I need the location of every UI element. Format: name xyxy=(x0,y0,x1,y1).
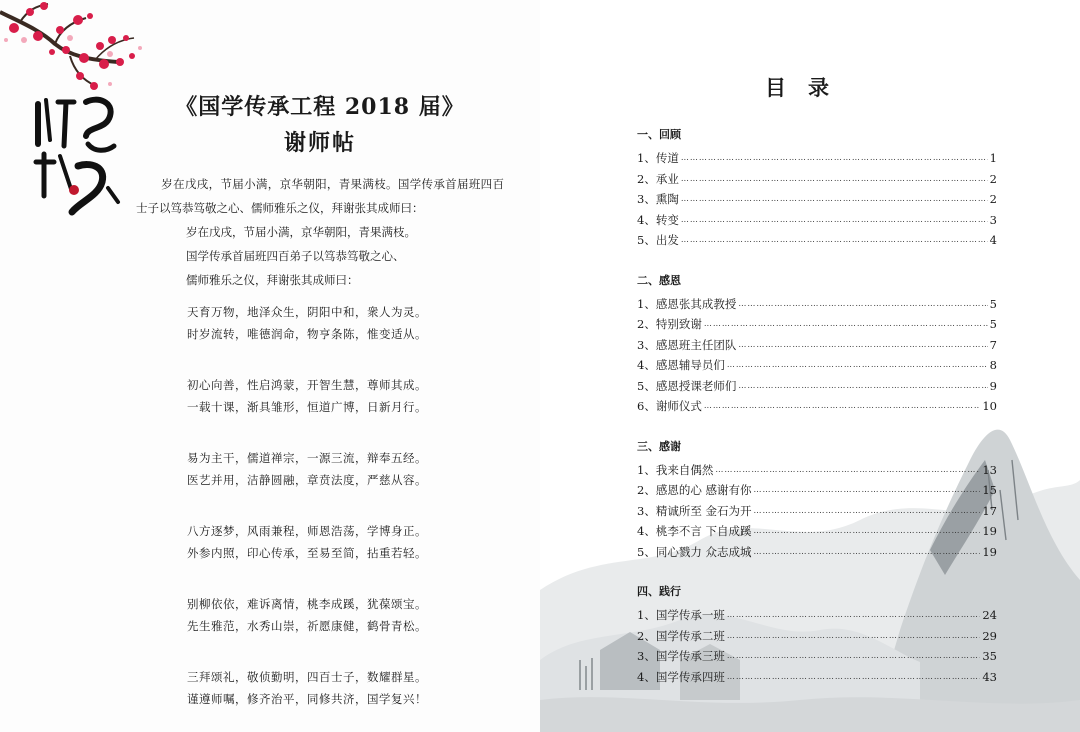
intro-line: 岁在戊戌，节届小满，京华朝阳，青果满枝。 xyxy=(186,225,416,239)
toc-entry-label: 5、感恩授课老师们 xyxy=(637,378,737,393)
toc-page-number: 10 xyxy=(982,399,997,413)
toc-entry[interactable] xyxy=(637,646,997,667)
poem-line: 三拜颂礼，敬侦勤明，四百士子，数耀群星。 xyxy=(187,670,427,684)
toc-entry[interactable] xyxy=(637,148,997,169)
toc-page-number: 19 xyxy=(982,544,997,559)
toc-entry[interactable] xyxy=(637,189,997,210)
toc-leader-dots xyxy=(681,148,988,169)
toc-entry[interactable] xyxy=(637,521,997,542)
poem-stanza xyxy=(187,302,487,345)
toc-entry-label: 2、国学传承二班 xyxy=(637,628,725,643)
toc-leader-dots xyxy=(738,294,987,315)
toc-page-number: 4 xyxy=(989,233,997,247)
toc-section-heading: 二、感恩 xyxy=(637,273,681,287)
toc-leader-dots xyxy=(681,189,988,210)
toc-page-number: 19 xyxy=(982,524,997,538)
poem-line: 外参内照，印心传承，至易至简，拈重若轻。 xyxy=(187,545,427,560)
toc-entry[interactable] xyxy=(637,376,997,397)
booklet-subtitle: 谢师帖 xyxy=(283,130,356,156)
toc-leader-dots xyxy=(753,480,980,501)
toc-page-number: 13 xyxy=(982,462,997,477)
toc-leader-dots xyxy=(727,355,988,376)
toc-entry-label: 5、同心戮力 众志成城 xyxy=(637,544,752,559)
toc-leader-dots xyxy=(681,230,988,251)
toc-page-number: 1 xyxy=(989,151,997,165)
poem-line: 天育万物，地泽众生，阴阳中和，衆人为灵。 xyxy=(187,305,427,319)
toc-entry[interactable] xyxy=(637,210,997,231)
poem-line: 时岁流转，唯德润命，物亨条陈，惟变适从。 xyxy=(187,326,427,341)
intro-paragraph: 岁在戊戌，节届小满，京华朝阳，青果满枝。国学传承首届班四百士子以笃恭笃敬之心、儒师雅乐之仪，拜谢张其成师曰： xyxy=(136,177,504,215)
right-page xyxy=(540,0,1080,732)
toc-entry[interactable] xyxy=(637,626,997,647)
poem-line: 医艺并用，洁静圆融，章贲法度，严慈从容。 xyxy=(187,472,427,487)
toc-entry-label: 1、感恩张其成教授 xyxy=(637,296,737,311)
toc-page-number: 8 xyxy=(989,358,997,372)
poem-line: 先生雅范，水秀山崇，祈愿康健，鹤骨青松。 xyxy=(187,618,427,633)
toc-entry-label: 3、感恩班主任团队 xyxy=(637,337,737,352)
toc-entry-label: 4、桃李不言 下自成蹊 xyxy=(637,524,752,538)
toc-page-number: 43 xyxy=(982,669,997,684)
toc-entry-label: 4、转变 xyxy=(637,212,679,227)
toc-leader-dots xyxy=(727,646,981,667)
toc-entry-label: 1、国学传承一班 xyxy=(637,608,725,622)
toc-page-number: 2 xyxy=(989,192,997,206)
toc-entry-label: 5、出发 xyxy=(637,233,679,247)
toc-entry[interactable] xyxy=(637,480,997,501)
toc-leader-dots xyxy=(727,667,981,688)
toc-leader-dots xyxy=(715,460,980,481)
toc-page-number: 7 xyxy=(989,337,997,352)
toc-leader-dots xyxy=(738,376,987,397)
toc-entry-label: 3、精诚所至 金石为开 xyxy=(637,503,752,518)
toc-page-number: 24 xyxy=(982,608,997,622)
poem-line: 八方逐梦，风雨兼程，师恩浩荡，学博身正。 xyxy=(187,524,427,538)
toc-entry[interactable] xyxy=(637,501,997,522)
poem-stanza xyxy=(187,594,487,637)
toc-page-number: 29 xyxy=(982,628,997,643)
toc-leader-dots xyxy=(727,626,981,647)
toc-leader-dots xyxy=(727,605,981,626)
intro-text xyxy=(136,172,504,292)
toc-section-heading: 四、践行 xyxy=(637,585,681,598)
toc-page-number: 15 xyxy=(982,483,997,497)
toc-leader-dots xyxy=(738,335,987,356)
poem xyxy=(187,302,487,732)
toc-entry-label: 1、我来自偶然 xyxy=(637,462,714,477)
toc-leader-dots xyxy=(704,396,981,417)
toc-entry-label: 6、谢师仪式 xyxy=(637,399,702,413)
toc-section-heading: 一、回顾 xyxy=(637,128,681,141)
poem-stanza xyxy=(187,521,487,564)
toc-section xyxy=(637,271,997,417)
toc-entry-label: 2、特别致谢 xyxy=(637,317,702,331)
toc-leader-dots xyxy=(753,542,980,563)
toc-page-number: 17 xyxy=(982,503,997,518)
toc-entry-label: 3、熏陶 xyxy=(637,192,679,206)
intro-line: 国学传承首届班四百弟子以笃恭笃敬之心、 xyxy=(186,249,405,263)
toc-entry[interactable] xyxy=(637,230,997,251)
toc-entry-label: 3、国学传承三班 xyxy=(637,649,725,663)
poem-line: 易为主干，儒道禅宗，一源三流，辩奉五经。 xyxy=(187,451,427,465)
table-of-contents xyxy=(637,125,997,707)
toc-entry-label: 4、国学传承四班 xyxy=(637,669,725,684)
toc-page-number: 5 xyxy=(989,317,997,331)
toc-leader-dots xyxy=(681,169,988,190)
toc-section xyxy=(637,437,997,563)
toc-entry[interactable] xyxy=(637,355,997,376)
poem-stanza xyxy=(187,448,487,491)
toc-entry[interactable] xyxy=(637,667,997,688)
poem-line: 初心向善，性启鸿蒙，开智生慧，尊师其成。 xyxy=(187,378,427,392)
toc-leader-dots xyxy=(753,501,980,522)
toc-page-number: 9 xyxy=(989,378,997,393)
toc-leader-dots xyxy=(704,314,988,335)
toc-entry[interactable] xyxy=(637,169,997,190)
toc-page-number: 3 xyxy=(989,212,997,227)
poem-line: 一载十课，渐具雏形，恒道广博，日新月行。 xyxy=(187,399,427,414)
toc-entry[interactable] xyxy=(637,314,997,335)
toc-leader-dots xyxy=(753,521,980,542)
toc-page-number: 35 xyxy=(982,649,997,663)
toc-entry-label: 1、传道 xyxy=(637,151,679,165)
toc-section xyxy=(637,582,997,687)
toc-entry[interactable] xyxy=(637,294,997,315)
poem-stanza xyxy=(187,375,487,418)
toc-entry[interactable] xyxy=(637,542,997,563)
poem-stanza xyxy=(187,667,487,710)
toc-entry[interactable] xyxy=(637,335,997,356)
booklet-title: 《国学传承工程 2018 届》 xyxy=(175,94,465,120)
toc-entry[interactable] xyxy=(637,460,997,481)
toc-page-number: 5 xyxy=(989,296,997,311)
intro-line: 儒师雅乐之仪，拜谢张其成师曰： xyxy=(186,273,359,287)
toc-entry[interactable] xyxy=(637,396,997,417)
toc-page-number: 2 xyxy=(989,171,997,186)
toc-entry-label: 4、感恩辅导员们 xyxy=(637,358,725,372)
toc-entry-label: 2、承业 xyxy=(637,171,679,186)
toc-entry[interactable] xyxy=(637,605,997,626)
toc-section-heading: 三、感谢 xyxy=(637,439,681,453)
toc-section xyxy=(637,125,997,251)
poem-line: 谨遵师嘱，修齐治平，同修共济，国学复兴！ xyxy=(187,691,427,706)
toc-title: 目录 xyxy=(765,75,851,100)
toc-entry-label: 2、感恩的心 感谢有你 xyxy=(637,483,752,497)
calligraphy-seal-icon xyxy=(28,92,128,222)
poem-line: 别柳依依，难诉离情，桃李成蹊，犹葆颂宝。 xyxy=(187,597,427,611)
toc-leader-dots xyxy=(681,210,988,231)
